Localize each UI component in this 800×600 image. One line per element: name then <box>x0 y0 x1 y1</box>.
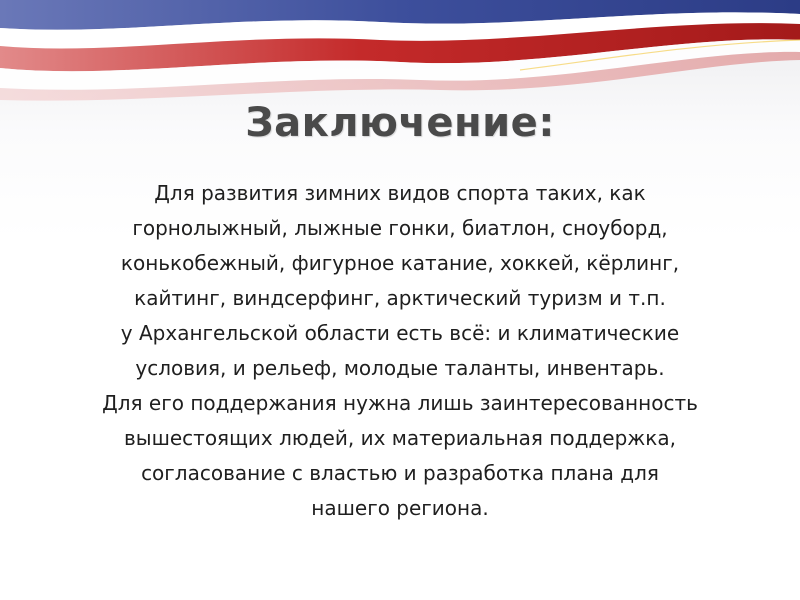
text-line: Для развития зимних видов спорта таких, как <box>154 181 646 205</box>
text-line: вышестоящих людей, их материальная поддержка, <box>123 426 676 450</box>
text-line: у Архангельской области есть всё: и климатические <box>120 321 680 345</box>
text-line: Для его поддержания нужна лишь заинтересованность <box>102 391 698 415</box>
slide-title: Заключение: <box>245 100 555 146</box>
text-line: конькобежный, фигурное катание, хоккей, кёрлинг, <box>120 251 680 275</box>
paragraph-winter-sports <box>40 176 760 316</box>
paragraph-support <box>40 386 760 526</box>
paragraph-arkhangelsk <box>40 316 760 386</box>
text-line: горнолыжный, лыжные гонки, биатлон, сноуборд, <box>132 216 668 240</box>
text-line: кайтинг, виндсерфинг, арктический туризм и т.п. <box>134 286 666 310</box>
text-line: условия, и рельеф, молодые таланты, инвентарь. <box>135 356 665 380</box>
text-line: нашего региона. <box>311 496 489 520</box>
slide-body <box>40 176 760 526</box>
header-wave-decoration <box>0 0 800 110</box>
text-line: согласование с властью и разработка плана для <box>141 461 659 485</box>
